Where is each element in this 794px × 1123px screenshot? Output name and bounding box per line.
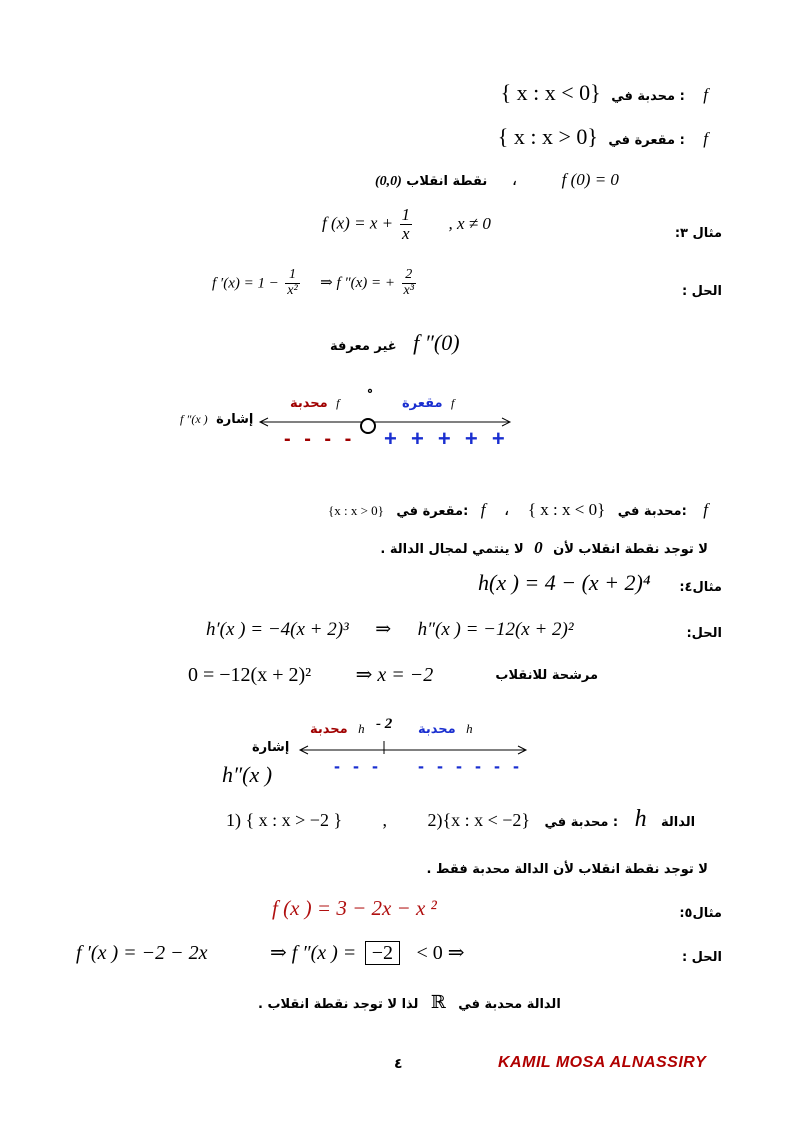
solution-3-derivatives <box>212 268 418 298</box>
inequality: < 0 ⇒ <box>416 942 465 964</box>
example-4-function: h(x ) = 4 − (x + 2)⁴ <box>478 570 651 595</box>
sign-function: f ″(x ) <box>180 412 208 426</box>
solution-3-label: الحل : <box>681 284 722 299</box>
numerator: 2 <box>402 268 416 284</box>
second-derivative: ⇒ f ″(x ) = <box>269 942 357 964</box>
interval-math: { x : x > 0} <box>497 124 598 149</box>
convex-word: محدبة <box>310 722 348 737</box>
convex-label: محدبة في : <box>611 89 685 104</box>
convex-word: محدبة <box>290 396 328 411</box>
sign-function: h″(x ) <box>222 762 273 787</box>
undefined-label: غير معرفة <box>330 339 397 354</box>
convex-interval: { x : x < 0} <box>527 500 606 519</box>
fraction <box>402 268 416 298</box>
implies-arrow: ⇒ <box>375 619 392 640</box>
candidate-equation <box>188 662 433 687</box>
lhs: f (x) = x + <box>322 213 394 233</box>
function-symbol: f <box>450 396 455 410</box>
sign-word: إشارة <box>216 412 254 427</box>
solution-4-derivatives <box>206 618 574 641</box>
f-double-prime-zero: f ″(0) <box>413 330 460 355</box>
second-derivative: h″(x ) = −12(x + 2)² <box>417 619 574 640</box>
comma: , <box>382 810 388 830</box>
function-symbol: h <box>358 721 365 736</box>
first-derivative: f ′(x ) = −2 − 2x <box>76 942 208 964</box>
concave-interval: {x : x > 0} <box>327 503 384 518</box>
zero: 0 <box>534 538 543 557</box>
function-symbol: h <box>634 806 647 832</box>
convex-label: محدبة في : <box>544 815 619 830</box>
function-symbol: f <box>336 396 340 410</box>
function-symbol: h <box>466 721 473 736</box>
function-symbol: f <box>480 500 486 519</box>
comma: ، <box>511 170 518 189</box>
sign-word: إشارة <box>252 740 290 755</box>
negative-signs: - - - - <box>284 428 356 450</box>
example-4-label: مثال٤: <box>679 580 722 595</box>
note-1 <box>380 538 708 558</box>
author-name: KAMIL MOSA ALNASSIRY <box>498 1054 707 1071</box>
example-3-function <box>322 206 491 243</box>
fraction <box>285 268 299 298</box>
second-derivative: ⇒ f ″(x) = + <box>320 275 396 292</box>
undefined-row <box>330 330 460 356</box>
function-symbol: f <box>703 500 708 519</box>
final-post: لذا لا توجد نقطة انقلاب . <box>258 997 419 1012</box>
concave-interval-row <box>498 124 708 150</box>
candidate-label: مرشحة للانقلاب <box>495 668 598 683</box>
inflection-label: نقطة انقلاب <box>406 174 488 189</box>
convex-interval-row <box>501 80 708 106</box>
function-symbol: f <box>703 85 708 104</box>
first-derivative: h′(x ) = −4(x + 2)³ <box>206 619 349 640</box>
point: (0,0) <box>375 174 402 189</box>
conclusion-1-row <box>328 500 708 520</box>
denominator: x² <box>287 282 298 298</box>
boxed-value: −2 <box>365 941 400 965</box>
denominator: x³ <box>403 282 414 298</box>
equation: 0 = −12(x + 2)² <box>188 664 312 686</box>
sign-diagram-1 <box>180 388 520 458</box>
concave-word: مقعرة <box>402 396 443 411</box>
denominator: x <box>402 223 410 243</box>
example-5-label: مثال٥: <box>679 906 722 921</box>
convex-label: محدبة في: <box>617 504 687 519</box>
convex-word: محدبة <box>418 722 456 737</box>
note-2: لا توجد نقطة انقلاب لأن الدالة محدبة فقط . <box>426 862 708 877</box>
negative-signs-right: - - - - - - <box>418 756 523 776</box>
final-statement <box>258 992 561 1013</box>
numerator: 1 <box>401 205 411 224</box>
number-line <box>222 712 542 792</box>
fraction <box>400 206 413 243</box>
inflection-point-row <box>365 170 619 190</box>
comma: ، <box>503 500 510 519</box>
real-numbers: ℝ <box>430 992 446 1012</box>
solution: ⇒ x = −2 <box>355 664 434 686</box>
solution-4-label: الحل: <box>686 626 722 641</box>
final-label: الدالة محدبة في <box>458 997 561 1012</box>
interval-math: { x : x < 0} <box>500 80 601 105</box>
numerator: 1 <box>285 268 299 284</box>
note-post: لا ينتمي لمجال الدالة . <box>380 542 524 557</box>
positive-signs: + + + + + <box>384 426 509 451</box>
example-5-function: f (x ) = 3 − 2x − x ² <box>272 896 437 920</box>
interval-1: 1) { x : x > −2 } <box>226 810 343 830</box>
solution-5-label: الحل : <box>681 950 722 965</box>
solution-5-derivatives <box>76 940 465 965</box>
sign-diagram-2 <box>222 712 542 792</box>
conclusion-2-row <box>226 806 695 833</box>
interval-2: 2){x : x < −2} <box>427 810 531 830</box>
example-3-label: مثال ٣: <box>674 226 722 241</box>
note-pre: لا توجد نقطة انقلاب لأن <box>553 542 708 557</box>
concave-label: مقعرة في : <box>608 133 685 148</box>
concave-label: مقعرة في: <box>396 504 469 519</box>
function-symbol: f <box>703 129 708 148</box>
negative-signs-left: - - - <box>334 756 382 776</box>
page-number: ٤ <box>394 1056 403 1072</box>
condition: , x ≠ 0 <box>448 213 491 233</box>
f-of-zero: f (0) = 0 <box>561 170 619 189</box>
tick-label: - 2 <box>376 716 393 732</box>
function-word: الدالة <box>661 815 696 830</box>
first-derivative: f ′(x) = 1 − <box>212 275 279 292</box>
